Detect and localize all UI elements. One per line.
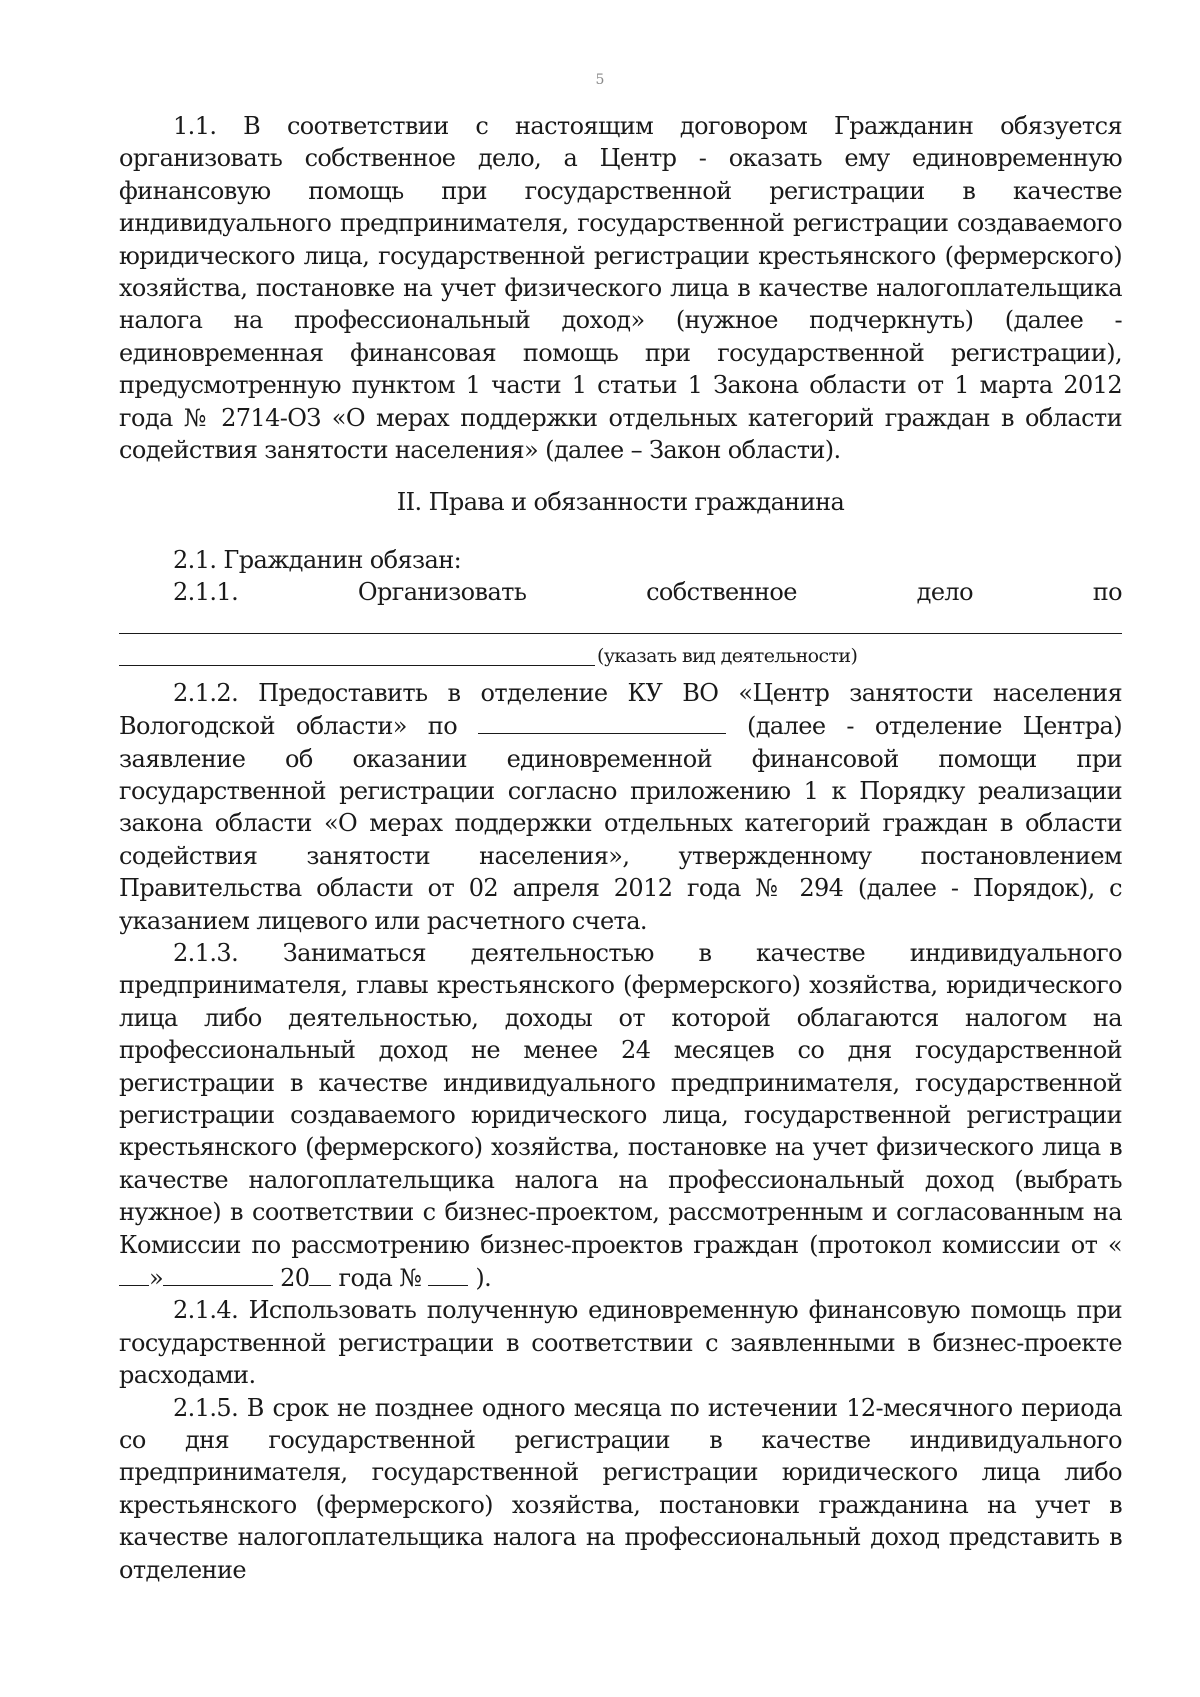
clause-2-1-1-number: 2.1.1. — [173, 578, 239, 607]
clause-1-1: 1.1. В соответствии с настоящим договором Гражданин обязуется организовать собственное дело, а Центр - оказать ему единовременную финансовую помощь при государственной регистрации в качестве индивидуального предпринимателя, государственной регистрации создаваемого юридического лица, государственной регистрации крестьянского (фермерского) хозяйства, постановке на учет физического лица в качестве налогоплательщика налога на профессиональный доход» (нужное подчеркнуть) (далее - единовременная финансовая помощь при государственной регистрации), предусмотренную пунктом 1 части 1 статьи 1 Закона области от 1 марта 2012 года № 2714-ОЗ «О мерах поддержки отдельных категорий граждан в области содействия занятости населения» (далее – Закон области). — [119, 112, 1122, 465]
clause-2-1-3 — [119, 937, 1122, 1294]
section-2-title: II. Права и обязанности гражданина — [396, 488, 845, 517]
clause-2-1-1-word: по — [1092, 578, 1122, 607]
page-number: 5 — [595, 72, 605, 88]
year-word: года № — [338, 1264, 422, 1292]
clause-2-1-2 — [119, 677, 1122, 937]
date-close-quote: » — [149, 1264, 164, 1292]
day-blank[interactable] — [119, 1261, 149, 1286]
clause-2-1-3-text: 2.1.3. Заниматься деятельностью в качестве индивидуального предпринимателя, главы крестьянского (фермерского) хозяйства, юридического лица либо деятельностью, доходы от которой облагаются налогом на профессиональный доход не менее 24 месяцев со дня государственной регистрации в качестве индивидуального предпринимателя, государственной регистрации создаваемого юридического лица, государственной регистрации крестьянского (фермерского) хозяйства, постановке на учет физического лица в качестве налогоплательщика налога на профессиональный доход (выбрать нужное) в соответствии с бизнес-проектом, рассмотренным и согласованным на Комиссии по рассмотрению бизнес-проектов граждан (протокол комиссии от — [119, 938, 1122, 1259]
clause-2-1-5: 2.1.5. В срок не позднее одного месяца по истечении 12-месячного периода со дня государственной регистрации в качестве индивидуального предпринимателя, государственной регистрации юридического лица либо крестьянского (фермерского) хозяйства, постановки гражданина на учет в качестве налогоплательщика налога на профессиональный доход представить в отделение — [119, 1393, 1122, 1584]
clause-2-1-4: 2.1.4. Использовать полученную единовременную финансовую помощь при государственной регистрации в соответствии с заявленными в бизнес-проекте расходами. — [119, 1296, 1122, 1390]
document-body — [119, 110, 1122, 1586]
fill-in-line — [119, 633, 1122, 634]
clause-2-1: 2.1. Гражданин обязан: — [173, 545, 462, 574]
protocol-number-blank[interactable] — [428, 1261, 468, 1286]
activity-hint: (указать вид деятельности) — [597, 645, 858, 668]
activity-blank-line-2[interactable] — [119, 641, 1122, 673]
clause-2-1-2-end: (далее - отделение Центра) заявление об оказании единовременной финансовой помощи при государственной регистрации согласно приложению 1 к Порядку реализации закона области «О мерах поддержки отдельных категорий граждан в области содействия занятости населения», утвержденному постановлением Правительства области от 02 апреля 2012 года № 294 (далее - Порядок), с указанием лицевого или расчетного счета. — [119, 712, 1123, 935]
office-blank[interactable] — [478, 709, 726, 734]
date-open-quote: « — [1107, 1230, 1122, 1259]
fill-in-line — [119, 665, 595, 666]
date-end: ). — [475, 1264, 492, 1292]
clause-2-1-1-word: дело — [916, 578, 973, 607]
year-prefix: 20 — [280, 1264, 310, 1292]
year-blank[interactable] — [309, 1261, 331, 1286]
clause-2-1-1-word: Организовать — [357, 578, 527, 607]
clause-2-1-1-word: собственное — [646, 578, 797, 607]
month-blank[interactable] — [163, 1261, 273, 1286]
activity-blank-line-1[interactable] — [119, 609, 1122, 641]
clause-2-1-2-start: 2.1.2. Предоставить в отделение КУ ВО «Центр занятости населения Вологодской области» по — [119, 678, 1122, 741]
clause-2-1-1 — [119, 576, 1122, 608]
